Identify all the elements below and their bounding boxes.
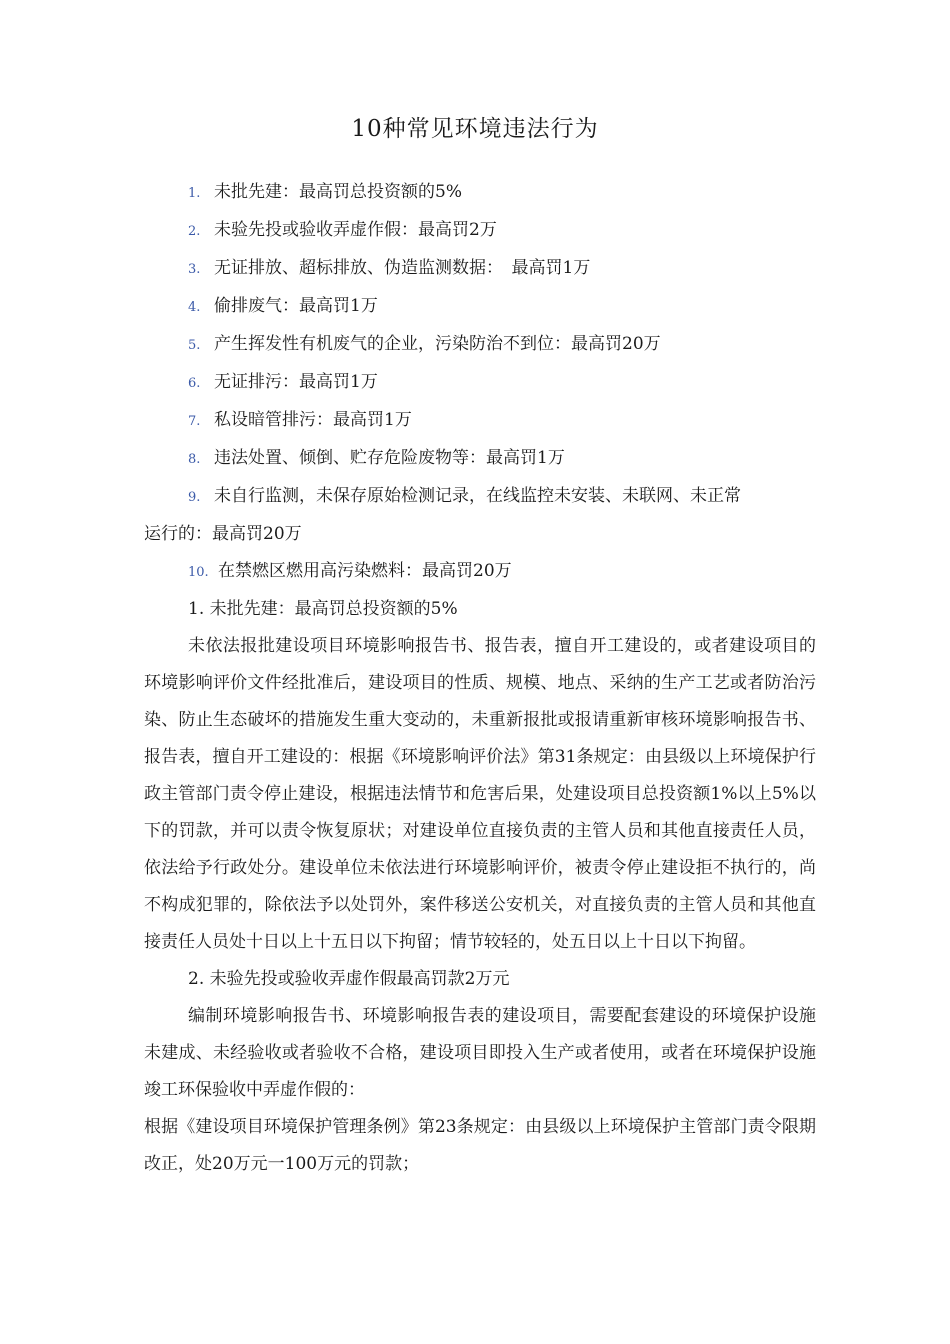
list-item-text: 未批先建：最高罚总投资额的5% bbox=[214, 182, 462, 202]
list-item-text: 在禁燃区燃用高污染燃料：最高罚20万 bbox=[218, 561, 512, 581]
list-item bbox=[144, 402, 816, 440]
list-item-number: 6. bbox=[188, 376, 201, 391]
section-paragraph: 编制环境影响报告书、环境影响报告表的建设项目，需要配套建设的环境保护设施未建成、未经验收或者验收不合格，建设项目即投入生产或者使用，或者在环境保护设施竣工环保验收中弄虚作假的： bbox=[144, 1006, 816, 1100]
section-paragraph: 根据《建设项目环境保护管理条例》第23条规定：由县级以上环境保护主管部门责令限期改正，处20万元一100万元的罚款； bbox=[144, 1117, 816, 1174]
list-item-text: 违法处置、倾倒、贮存危险废物等：最高罚1万 bbox=[214, 448, 565, 468]
list-item-number: 5. bbox=[188, 338, 201, 353]
list-item bbox=[144, 364, 816, 402]
list-item-number: 2. bbox=[188, 224, 201, 239]
list-item-number: 9. bbox=[188, 490, 201, 505]
list-item bbox=[144, 326, 816, 364]
list-item-number: 4. bbox=[188, 300, 201, 315]
list-item bbox=[144, 478, 816, 553]
list-item bbox=[144, 288, 816, 326]
list-item-text: 无证排放、超标排放、伪造监测数据： 最高罚1万 bbox=[214, 258, 591, 278]
list-item bbox=[144, 440, 816, 478]
list-item-number: 7. bbox=[188, 414, 201, 429]
section-paragraph: 未依法报批建设项目环境影响报告书、报告表，擅自开工建设的，或者建设项目的环境影响评价文件经批准后，建设项目的性质、规模、地点、采纳的生产工艺或者防治污染、防止生态破坏的措施发生重大变动的，未重新报批或报请重新审核环境影响报告书、报告表，擅自开工建设的：根据《环境影响评价法》第31条规定：由县级以上环境保护行政主管部门责令停止建设，根据违法情节和危害后果，处建设项目总投资额1%以上5%以下的罚款，并可以责令恢复原状；对建设单位直接负责的主管人员和其他直接责任人员，依法给予行政处分。建设单位未依法进行环境影响评价，被责令停止建设拒不执行的，尚不构成犯罪的，除依法予以处罚外，案件移送公安机关，对直接负责的主管人员和其他直接责任人员处十日以上十五日以下拘留；情节较轻的，处五日以上十日以下拘留。 bbox=[144, 636, 816, 952]
list-item bbox=[144, 212, 816, 250]
list-item-text: 未验先投或验收弄虚作假：最高罚2万 bbox=[214, 220, 497, 240]
list-item-text: 产生挥发性有机废气的企业，污染防治不到位：最高罚20万 bbox=[214, 334, 661, 354]
list-item bbox=[144, 250, 816, 288]
section-heading: 1. 未批先建：最高罚总投资额的5% bbox=[188, 599, 458, 619]
page-title: 10种常见环境违法行为 bbox=[351, 116, 599, 142]
document-body bbox=[144, 174, 816, 1183]
list-item-line bbox=[188, 478, 816, 516]
list-item-number: 10. bbox=[188, 565, 209, 580]
list-item-text: 未自行监测，未保存原始检测记录，在线监控未安装、未联网、未正常 bbox=[214, 486, 741, 506]
list-item-number: 3. bbox=[188, 262, 201, 277]
violation-list bbox=[144, 174, 816, 591]
list-item-text: 无证排污：最高罚1万 bbox=[214, 372, 378, 392]
list-item-number: 8. bbox=[188, 452, 201, 467]
list-item-number: 1. bbox=[188, 186, 201, 201]
list-item bbox=[144, 553, 816, 591]
list-item bbox=[144, 174, 816, 212]
section-heading: 2. 未验先投或验收弄虚作假最高罚款2万元 bbox=[188, 969, 510, 989]
list-item-continuation: 运行的：最高罚20万 bbox=[144, 524, 302, 544]
list-item-text: 私设暗管排污：最高罚1万 bbox=[214, 410, 412, 430]
list-item-text: 偷排废气：最高罚1万 bbox=[214, 296, 378, 316]
